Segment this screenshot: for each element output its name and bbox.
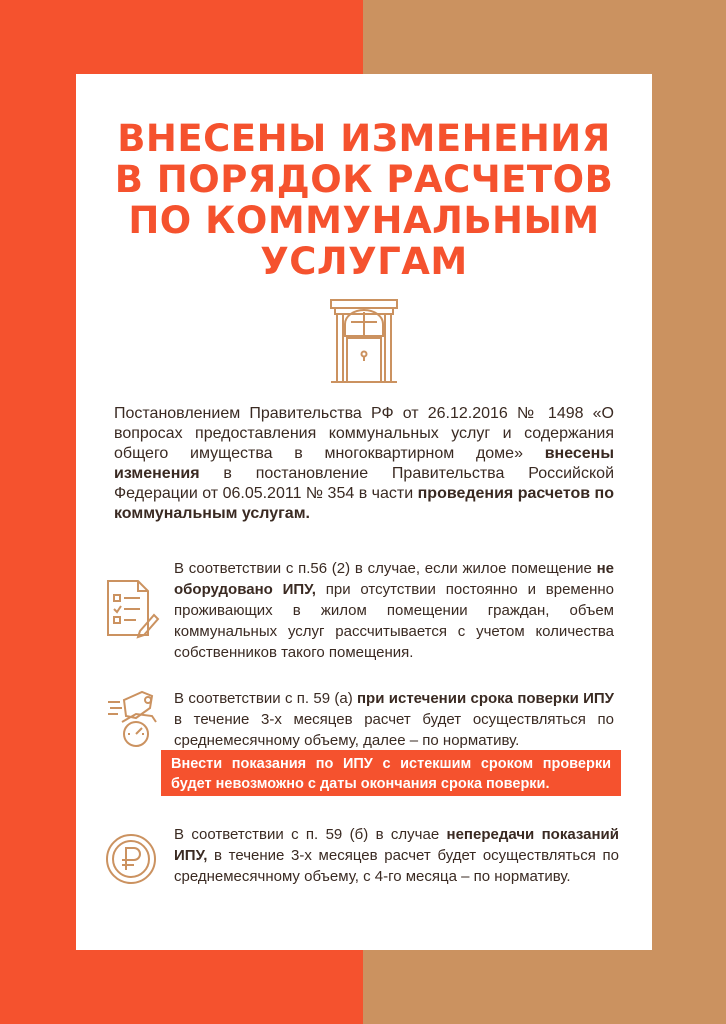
section2-text-1: В соответствии с п. 59 (а) [174, 690, 357, 707]
checklist-icon [104, 577, 160, 639]
warning-highlight: Внести показания по ИПУ с истекшим сроком проверки будет невозможно с даты окончания срока поверки. [161, 750, 621, 796]
intro-paragraph [114, 404, 614, 524]
title-line-3: ПО КОММУНАЛЬНЫМ [128, 199, 600, 242]
section1-bold-1: не оборудовано ИПУ, [174, 560, 614, 598]
page-title [76, 118, 652, 282]
section1-text-1: В соответствии с п.56 (2) в случае, если жилое помещение [174, 560, 597, 577]
section3-text-1: В соответствии с п. 59 (б) в случае [174, 826, 447, 843]
title-line-1: ВНЕСЕНЫ ИЗМЕНЕНИЯ [117, 117, 611, 160]
meter-gauge-icon [106, 688, 162, 748]
door-icon [329, 298, 399, 384]
intro-bold-2: проведения расчетов по коммунальным услугам. [114, 485, 614, 522]
section2-text-2: в течение 3-х месяцев расчет будет осуществляться по среднемесячному объему, далее – по нормативу. [174, 711, 614, 749]
notice-card [76, 74, 652, 950]
intro-text-1: Постановлением Правительства РФ от 26.12.2016 № 1498 «О вопросах предоставления коммунальных услуг и содержания общего имущества в многоквартирном доме» [114, 405, 614, 462]
section1-paragraph [174, 558, 614, 663]
section1-text-2: при отсутствии постоянно и временно проживающих в жилом помещении граждан, объем коммунальных услуг рассчитывается с учетом количества собственников такого помещения. [174, 581, 614, 661]
section3-paragraph [174, 824, 619, 887]
title-line-4: УСЛУГАМ [260, 240, 468, 283]
title-line-2: В ПОРЯДОК РАСЧЕТОВ [114, 158, 614, 201]
intro-text-2: в постановление Правительства Российской Федерации от 06.05.2011 № 354 в части [114, 465, 614, 502]
section3-bold-1: непередачи показаний ИПУ, [174, 826, 619, 864]
section2-paragraph [174, 688, 614, 751]
intro-bold-1: внесены изменения [114, 445, 614, 482]
section3-text-2: в течение 3-х месяцев расчет будет осуществляться по среднемесячному объему, с 4-го месяца – по нормативу. [174, 847, 619, 885]
section2-bold-1: при истечении срока поверки ИПУ [357, 690, 614, 707]
ruble-coin-icon [104, 832, 158, 886]
